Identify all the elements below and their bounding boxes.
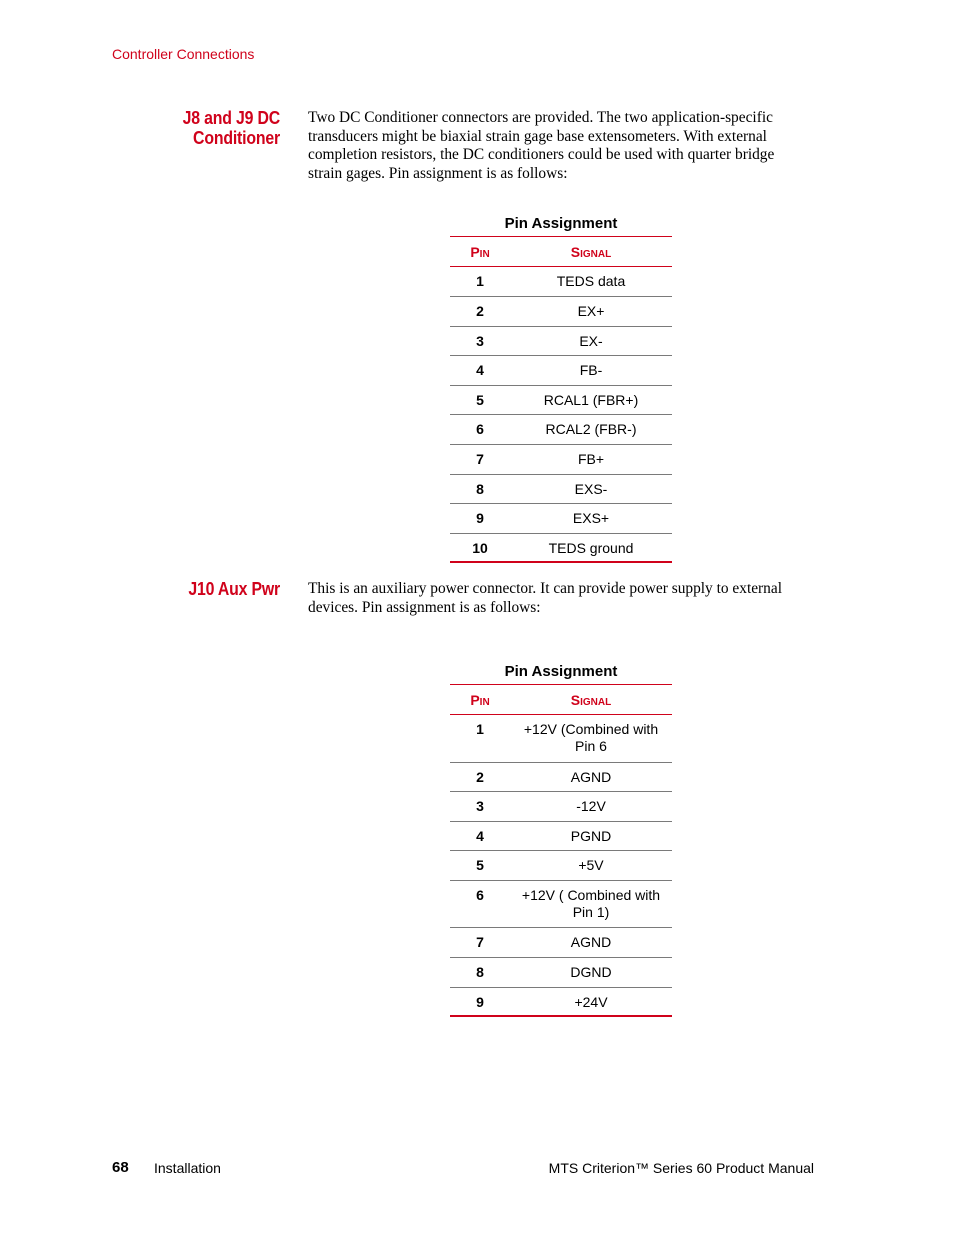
- column-header-pin: Pin: [470, 243, 490, 260]
- signal-cell: DGND: [570, 963, 612, 980]
- section-heading-line: J10 Aux Pwr: [188, 579, 280, 599]
- pin-cell: 9: [476, 510, 484, 527]
- table-row: [450, 415, 672, 445]
- signal-line: Pin 1): [572, 903, 610, 920]
- table-row: [450, 534, 672, 564]
- signal-cell: AGND: [570, 768, 612, 785]
- table-row: [450, 988, 672, 1018]
- table-row: [450, 297, 672, 327]
- signal-line: +12V (Combined with: [523, 721, 659, 737]
- pin-assignment-table-j10: [450, 663, 672, 1017]
- section-heading-line: J8 and J9 DC: [182, 108, 280, 128]
- signal-cell: TEDS data: [556, 273, 626, 289]
- table-title: Pin Assignment: [504, 663, 618, 680]
- pin-cell: 1: [476, 721, 484, 737]
- running-head: Controller Connections: [112, 46, 255, 62]
- footer-chapter: Installation: [154, 1160, 221, 1176]
- signal-cell: [510, 887, 672, 921]
- pin-cell: 7: [476, 934, 484, 951]
- table-row: [450, 792, 672, 822]
- pin-cell: 2: [476, 768, 484, 785]
- pin-cell: 2: [476, 303, 484, 319]
- table-row: [450, 327, 672, 357]
- pin-cell: 8: [476, 480, 484, 497]
- signal-line: Pin 6: [575, 738, 607, 754]
- table-row: [450, 386, 672, 416]
- section-paragraph: This is an auxiliary power connector. It can provide power supply to external devices. Pin assignment is as follows:: [308, 580, 782, 616]
- column-header-pin: Pin: [470, 691, 490, 708]
- signal-cell: PGND: [570, 827, 612, 844]
- signal-cell: EX+: [577, 303, 605, 319]
- signal-cell: EX-: [579, 332, 603, 349]
- signal-cell: FB+: [577, 450, 605, 467]
- pin-assignment-table-j8-j9: [450, 215, 672, 563]
- table-row: [450, 445, 672, 475]
- table-header-row: [450, 684, 672, 715]
- pin-cell: 4: [476, 362, 484, 379]
- table-header-row: [450, 236, 672, 267]
- pin-cell: 6: [476, 886, 484, 903]
- section-heading-line: Conditioner: [193, 128, 280, 148]
- signal-cell: RCAL1 (FBR+): [543, 391, 639, 408]
- table-row: [450, 715, 672, 763]
- table-row: [450, 763, 672, 793]
- signal-cell: AGND: [570, 934, 612, 951]
- pin-cell: 8: [476, 963, 484, 980]
- page-number: 68: [112, 1159, 129, 1176]
- table-row: [450, 356, 672, 386]
- pin-cell: 6: [476, 421, 484, 438]
- section-heading-j10: [122, 579, 280, 599]
- pin-cell: 9: [476, 993, 484, 1010]
- pin-cell: 5: [476, 391, 484, 408]
- pin-cell: 10: [472, 539, 488, 556]
- footer-manual-title: MTS Criterion™ Series 60 Product Manual: [548, 1160, 814, 1176]
- signal-cell: FB-: [579, 362, 603, 379]
- signal-cell: -12V: [576, 798, 606, 815]
- signal-cell: EXS+: [572, 510, 610, 527]
- column-header-signal: Signal: [570, 243, 612, 260]
- pin-cell: 4: [476, 827, 484, 844]
- section-heading-j8-j9: [122, 108, 280, 148]
- signal-cell: [510, 721, 672, 755]
- signal-cell: RCAL2 (FBR-): [545, 421, 637, 438]
- signal-cell: +24V: [574, 993, 608, 1010]
- signal-cell: +5V: [578, 857, 604, 874]
- table-row: [450, 504, 672, 534]
- pin-cell: 7: [476, 450, 484, 467]
- table-row: [450, 822, 672, 852]
- table-row: [450, 958, 672, 988]
- signal-line: +12V ( Combined with: [521, 886, 661, 903]
- pin-cell: 3: [476, 798, 484, 815]
- table-row: [450, 851, 672, 881]
- column-header-signal: Signal: [570, 691, 612, 708]
- pin-cell: 3: [476, 332, 484, 349]
- table-row: [450, 475, 672, 505]
- section-paragraph: Two DC Conditioner connectors are provided. The two application-specific transducers might be biaxial strain gage base extensometers. With external completion resistors, the DC conditioners could be used with quarter bridge strain gages. Pin assignment is as follows:: [308, 109, 775, 183]
- signal-cell: EXS-: [574, 480, 608, 497]
- pin-cell: 5: [476, 857, 484, 874]
- signal-cell: TEDS ground: [548, 539, 634, 556]
- table-row: [450, 267, 672, 297]
- table-title: Pin Assignment: [504, 215, 618, 232]
- table-row: [450, 928, 672, 958]
- pin-cell: 1: [476, 273, 484, 289]
- table-row: [450, 881, 672, 929]
